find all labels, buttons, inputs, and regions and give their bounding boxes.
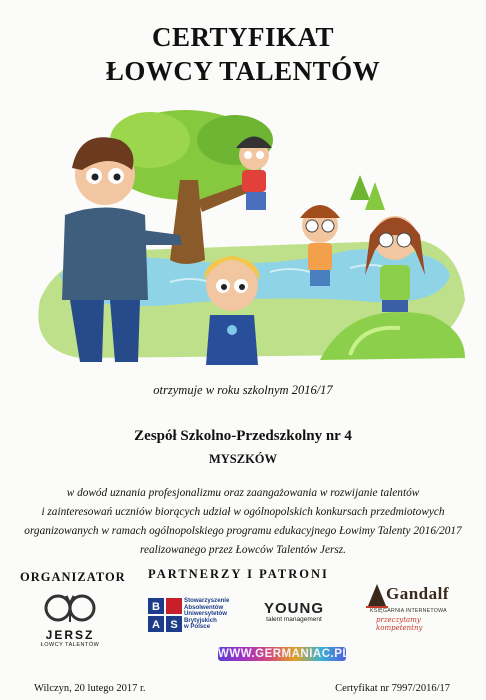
jersz-subtitle: ŁOWCY TALENTÓW <box>40 642 100 648</box>
received-line: otrzymuje w roku szkolnym 2016/17 <box>153 383 333 397</box>
award-description <box>0 484 486 560</box>
gandalf-name: Gandalf <box>386 584 450 603</box>
bas-text <box>184 598 229 631</box>
description-line: w dowód uznania profesjonalizmu oraz zaangażowania w rozwijanie talentów <box>66 487 420 499</box>
school-city: MYSZKÓW <box>208 452 278 466</box>
organizer-label: ORGANIZATOR <box>20 570 126 584</box>
gandalf-logo <box>366 582 458 634</box>
certificate-title-line2: ŁOWCY TALENTÓW <box>105 56 381 86</box>
wizard-hat-icon <box>366 582 388 608</box>
bas-text-line: w Polsce <box>184 623 211 631</box>
school-name: Zespół Szkolno-Przedszkolny nr 4 <box>134 428 352 444</box>
gandalf-subtitle: KSIĘGARNIA INTERNETOWA <box>370 608 447 614</box>
description-line: organizowanych w ramach ogólnopolskiego programu edukacyjnego Łowimy Talenty 2016/2017 <box>24 525 462 537</box>
bas-icon <box>148 598 182 632</box>
place-and-date: Wilczyn, 20 lutego 2017 r. <box>34 683 146 694</box>
illustration-children-in-park <box>20 100 468 370</box>
svg-text:A: A <box>152 619 160 631</box>
svg-text:S: S <box>170 619 178 631</box>
gandalf-slogan: przeczytamy kompetentny <box>376 616 423 632</box>
description-line: realizowanego przez Łowców Talentów Jersz. <box>140 544 346 556</box>
young-subtitle: talent management <box>266 616 322 623</box>
bas-text-line: Brytyjskich <box>184 616 217 624</box>
description-line: i zainteresowań uczniów biorących udział w ogólnopolskich konkursach przedmiotowych <box>41 506 445 518</box>
jersz-name: JERSZ <box>45 628 95 642</box>
certificate-title-line1: CERTYFIKAT <box>151 22 335 52</box>
bas-logo <box>148 598 248 632</box>
partners-label: PARTNERZY I PATRONI <box>148 567 329 581</box>
owl-eyes-icon <box>40 590 100 626</box>
bas-text-line: Uniwersytetów <box>184 610 228 618</box>
germaniac-url[interactable]: WWW.GERMANIAC.PL <box>218 648 350 660</box>
svg-text:B: B <box>152 601 160 613</box>
bas-text-line: Absolwentów <box>184 603 224 611</box>
certificate-number: Certyfikat nr 7997/2016/17 <box>335 683 450 694</box>
young-logo <box>256 600 332 623</box>
bas-text-line: Stowarzyszenie <box>184 597 230 604</box>
young-name: YOUNG <box>263 600 324 617</box>
jersz-logo <box>30 590 110 660</box>
